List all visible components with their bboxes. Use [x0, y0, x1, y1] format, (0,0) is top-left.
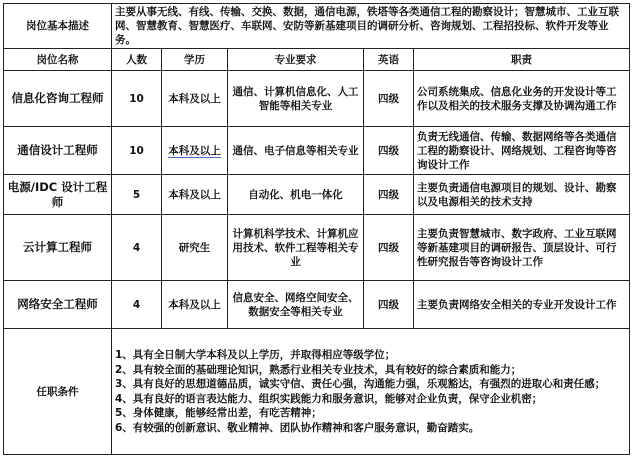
- requirement-item: 5、身体健康，能够经常出差，有吃苦精神；: [115, 407, 322, 419]
- role-major: 通信、计算机信息化、人工智能等相关专业: [228, 71, 364, 127]
- role-duty: 负责无线通信、传输、数据网络等各类通信工程的勘察设计、网络规划、工程咨询等咨询设计工作: [414, 127, 630, 175]
- job-table: [3, 3, 630, 455]
- role-edu: [162, 127, 228, 175]
- desc-label: 岗位基本描述: [4, 4, 112, 49]
- role-name: 信息化咨询工程师: [4, 71, 112, 127]
- role-major: 通信、电子信息等相关专业: [228, 127, 364, 175]
- role-duty: 主要负责网络安全相关的专业开发设计工作: [414, 281, 630, 329]
- role-english: 四级: [364, 281, 414, 329]
- role-name: 网络安全工程师: [4, 281, 112, 329]
- requirement-item: 3、具有良好的思想道德品质，诚实守信、责任心强，沟通能力强，乐观豁达，有强烈的进取心和责任感；: [115, 378, 606, 390]
- header-count: 人数: [112, 49, 162, 71]
- requirements-list: [112, 329, 630, 455]
- role-count: 5: [112, 175, 162, 215]
- role-count: 4: [112, 215, 162, 281]
- desc-text: 主要从事无线、有线、传输、交换、数据，通信电源，铁塔等各类通信工程的勘察设计；智慧城市、工业互联网、智慧教育、智慧医疗、车联网、安防等新基建项目的调研分析、咨询规划、工程招投标、软件开发等业务。: [112, 4, 630, 49]
- role-count: 10: [112, 127, 162, 175]
- role-count: 4: [112, 281, 162, 329]
- requirement-item: 4、具有良好的语言表达能力、组织实践能力和服务意识，能够对企业负责，保守企业机密；: [115, 392, 543, 405]
- requirements-row: [4, 329, 630, 455]
- role-english: 四级: [364, 175, 414, 215]
- header-row: [4, 49, 630, 71]
- role-major: 信息安全、网络空间安全、数据安全等相关专业: [228, 281, 364, 329]
- requirement-item: 6、有较强的创新意识、敬业精神、团队协作精神和客户服务意识，勤奋踏实。: [115, 421, 480, 434]
- table-row: [4, 71, 630, 127]
- role-name: 电源/IDC 设计工程师: [4, 175, 112, 215]
- role-edu-text: 本科及以上: [168, 144, 221, 157]
- role-edu: 本科及以上: [162, 281, 228, 329]
- table-row: [4, 215, 630, 281]
- requirement-item: 2、具有较全面的基础理论知识，熟悉行业相关专业技术，具有较好的综合素质和能力；: [115, 363, 522, 376]
- role-name: 云计算工程师: [4, 215, 112, 281]
- table-row: [4, 281, 630, 329]
- role-name: 通信设计工程师: [4, 127, 112, 175]
- header-major: 专业要求: [228, 49, 364, 71]
- role-english: 四级: [364, 127, 414, 175]
- role-major: 计算机科学技术、计算机应用技术、软件工程等相关专业: [228, 215, 364, 281]
- header-english: 英语: [364, 49, 414, 71]
- role-edu: 研究生: [162, 215, 228, 281]
- role-english: 四级: [364, 215, 414, 281]
- role-edu: 本科及以上: [162, 71, 228, 127]
- requirement-item: 1、具有全日制大学本科及以上学历，并取得相应等级学位；: [115, 349, 396, 361]
- role-edu: 本科及以上: [162, 175, 228, 215]
- desc-row: [4, 4, 630, 49]
- role-major: 自动化、机电一体化: [228, 175, 364, 215]
- role-count: 10: [112, 71, 162, 127]
- table-row: [4, 127, 630, 175]
- header-duty: 职责: [414, 49, 630, 71]
- role-duty: 公司系统集成、信息化业务的开发设计等工作以及相关的技术服务支撑及协调沟通工作: [414, 71, 630, 127]
- requirements-label: 任职条件: [4, 329, 112, 455]
- role-duty: 主要负责智慧城市、数字政府、工业互联网等新基建项目的调研报告、顶层设计、可行性研究报告等咨询设计工作: [414, 215, 630, 281]
- role-duty: 主要负责通信电源项目的规划、设计、勘察以及电源相关的技术支持: [414, 175, 630, 215]
- role-english: 四级: [364, 71, 414, 127]
- header-edu: 学历: [162, 49, 228, 71]
- table-row: [4, 175, 630, 215]
- header-name: 岗位名称: [4, 49, 112, 71]
